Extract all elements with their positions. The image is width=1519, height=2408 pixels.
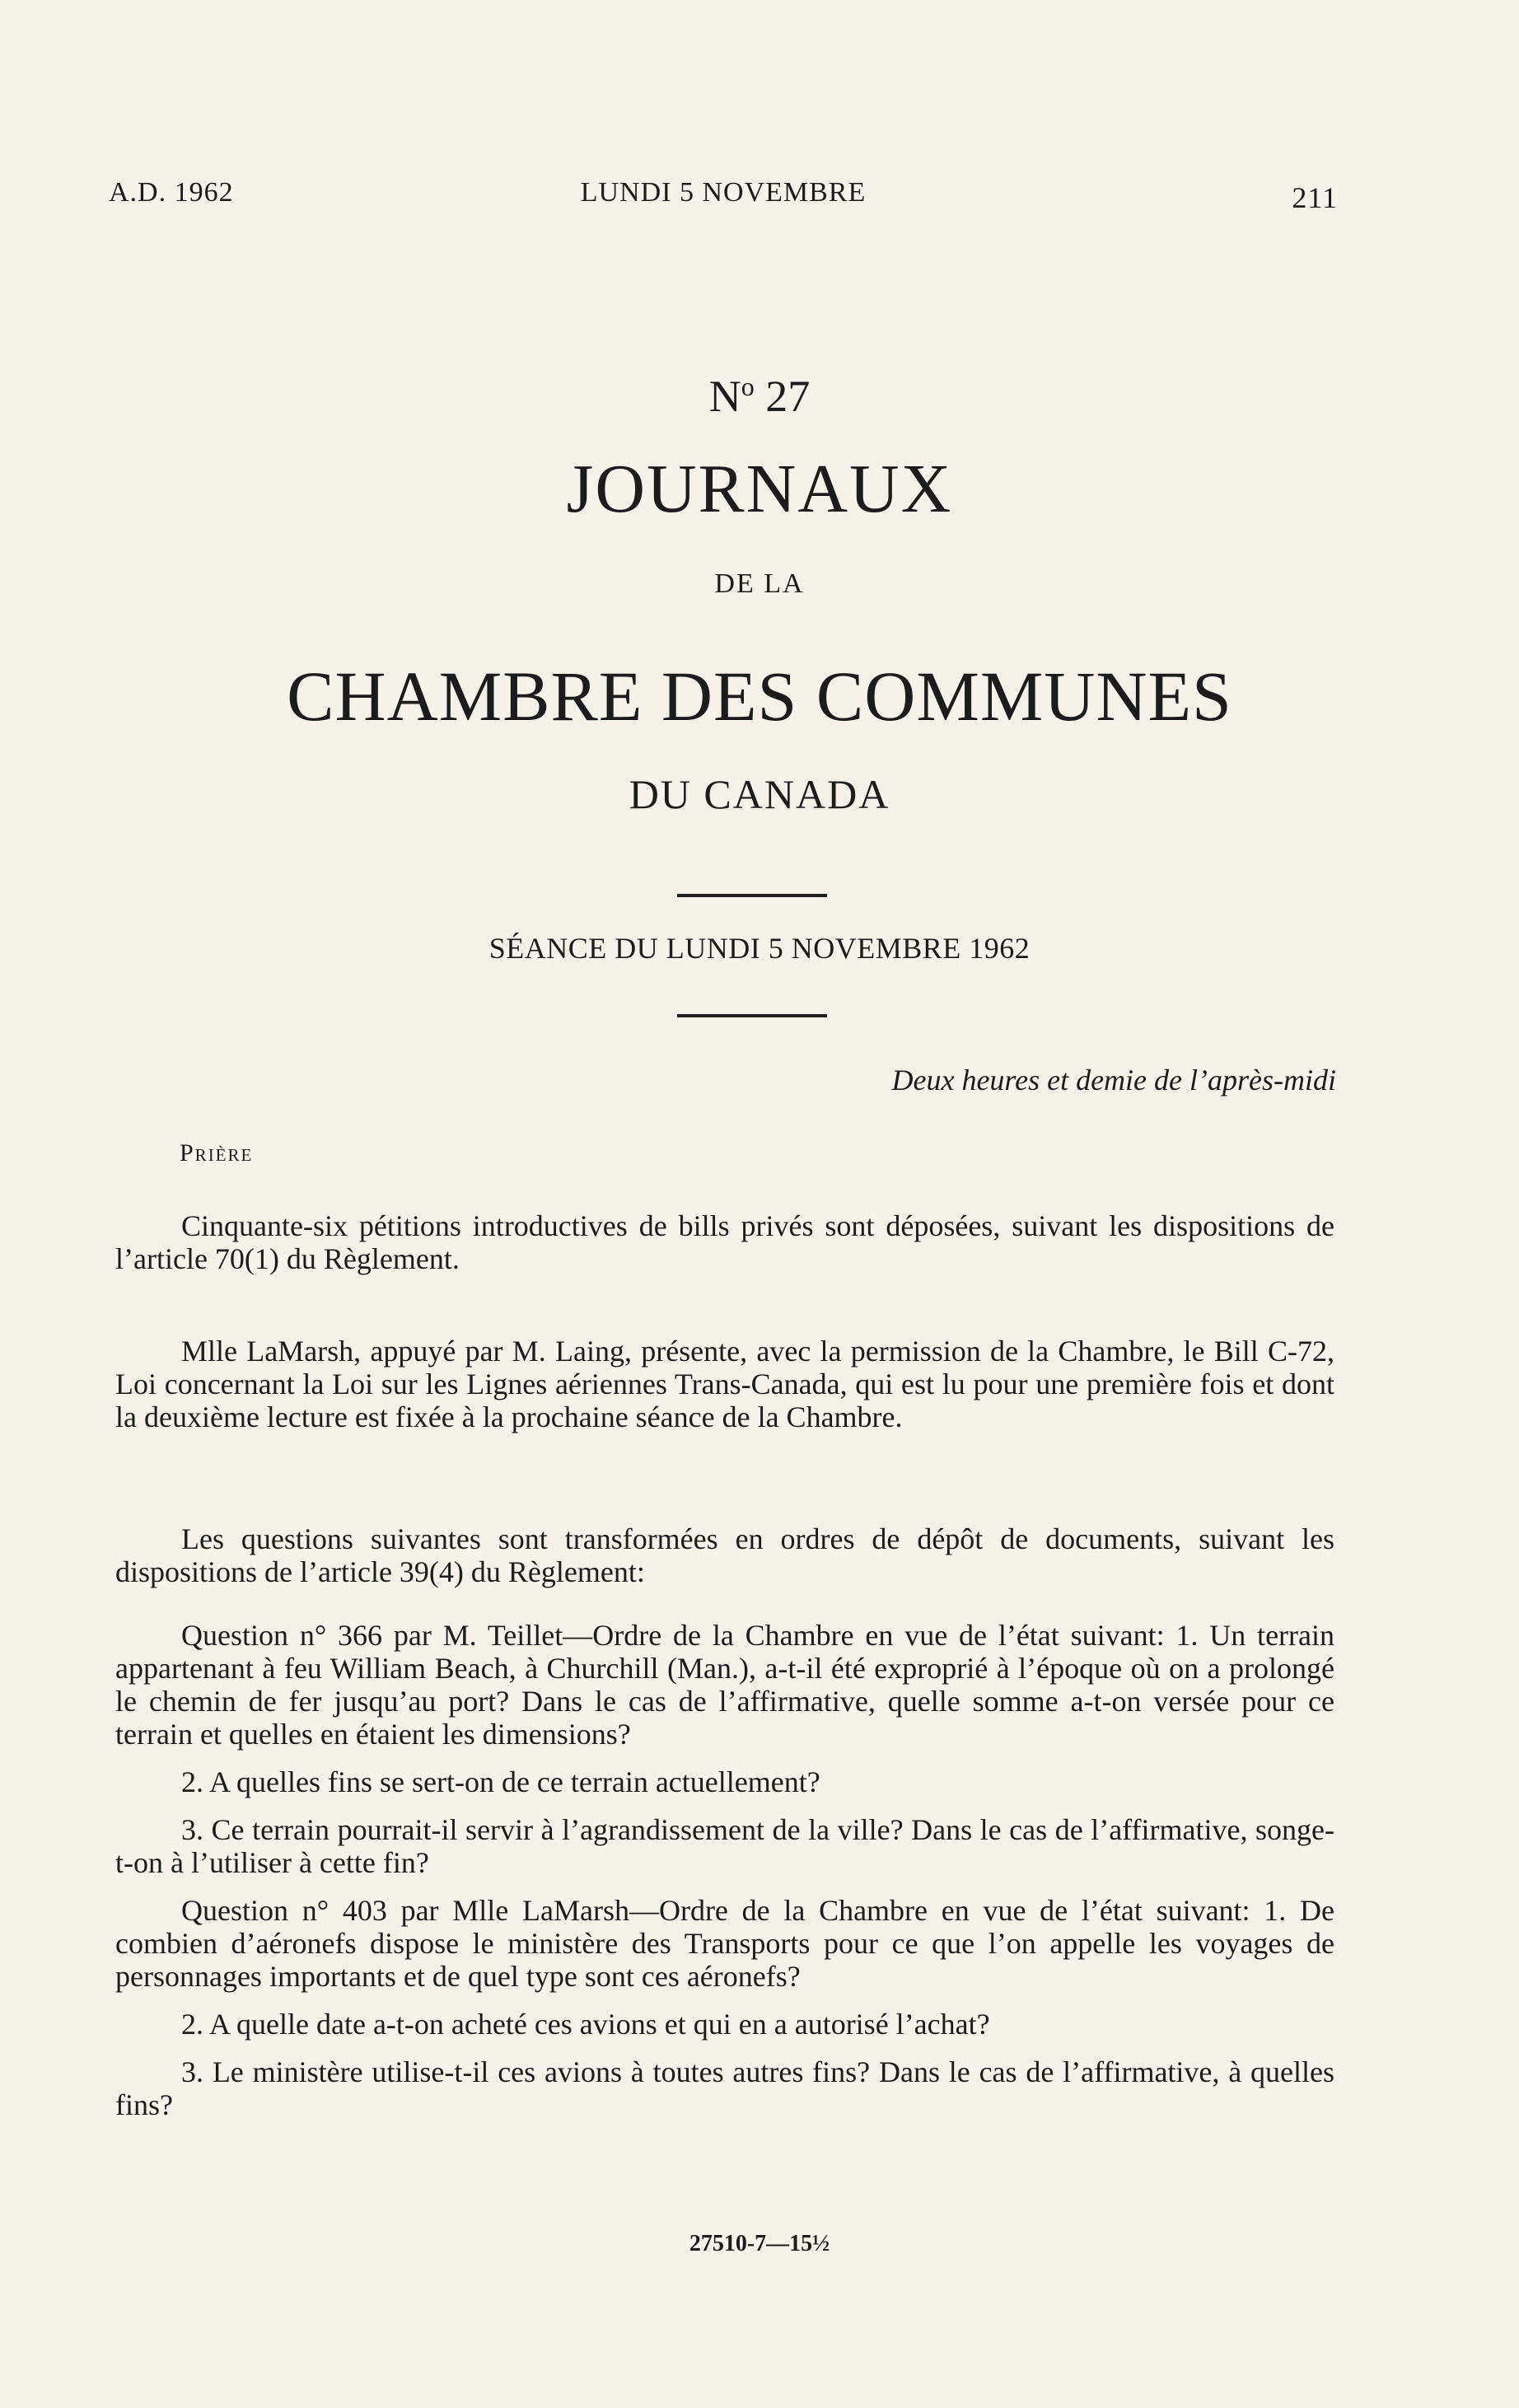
page-number: 211 — [1292, 181, 1338, 214]
issue-number-sup: o — [741, 372, 755, 401]
title-du-canada: DU CANADA — [629, 771, 890, 817]
petitions-paragraph — [115, 1209, 1334, 1275]
question-366-part-2: 2. A quelles fins se sert-on de ce terrain actuellement? — [181, 1765, 820, 1798]
question-403-part-3: 3. Le ministère utilise-t-il ces avions à toutes autres fins? Dans le cas de l’affirmative, à quelles fins? — [115, 2055, 1334, 2121]
priere-heading: Prière — [180, 1139, 254, 1167]
title-journaux: JOURNAUX — [566, 451, 953, 527]
session-time: Deux heures et demie de l’après-midi — [891, 1064, 1336, 1096]
divider-top — [677, 894, 827, 897]
seance-heading: SÉANCE DU LUNDI 5 NOVEMBRE 1962 — [488, 932, 1031, 965]
bill-paragraph — [115, 1335, 1334, 1433]
header-year: A.D. 1962 — [109, 177, 234, 208]
title-de-la: DE LA — [714, 568, 805, 599]
question-366-part-3: 3. Ce terrain pourrait-il servir à l’agrandissement de la ville? Dans le cas de l’affirmative, songe-t-on à l’utiliser à cette fin? — [115, 1813, 1334, 1879]
bill-text: Mlle LaMarsh, appuyé par M. Laing, présente, avec la permission de la Chambre, le Bill C-72, Loi concernant la Loi sur les Lignes aériennes Trans-Canada, qui est lu pour une première fois et dont la deuxième lecture est fixée à la prochaine séance de la Chambre. — [115, 1335, 1334, 1433]
questions-intro-text: Les questions suivantes sont transformées en ordres de dépôt de documents, suivant les dispositions de l’article 39(4) du Règlement: — [115, 1522, 1334, 1588]
questions-intro-paragraph — [115, 1522, 1334, 1588]
issue-number-value: 27 — [765, 372, 811, 421]
divider-bottom — [677, 1014, 827, 1017]
petitions-text: Cinquante-six pétitions introductives de bills privés sont déposées, suivant les dispositions de l’article 70(1) du Règlement. — [115, 1209, 1334, 1275]
footer-code: 27510-7—15½ — [689, 2231, 830, 2256]
running-head — [109, 177, 1338, 218]
question-403: Question n° 403 par Mlle LaMarsh—Ordre de la Chambre en vue de l’état suivant: 1. De combien d’aéronefs dispose le ministère des Transports pour ce que l’on appelle les voyages de personnages importants et de quel type sont ces aéronefs? — [115, 1894, 1334, 1993]
title-chambre: CHAMBRE DES COMMUNES — [287, 657, 1232, 736]
question-403-part-2: 2. A quelle date a-t-on acheté ces avions et qui en a autorisé l’achat? — [181, 2008, 990, 2041]
issue-number — [0, 371, 1519, 422]
issue-number-prefix: N — [708, 372, 741, 421]
questions-list — [115, 1619, 1334, 2121]
question-366: Question n° 366 par M. Teillet—Ordre de la Chambre en vue de l’état suivant: 1. Un terrain appartenant à feu William Beach, à Churchill (Man.), a-t-il été exproprié à l’époque où on a prolongé le chemin de fer jusqu’au port? Dans le cas de l’affirmative, quelle somme a-t-on versée pour ce terrain et quelles en étaient les dimensions? — [115, 1619, 1334, 1751]
header-date: LUNDI 5 NOVEMBRE — [580, 177, 867, 208]
